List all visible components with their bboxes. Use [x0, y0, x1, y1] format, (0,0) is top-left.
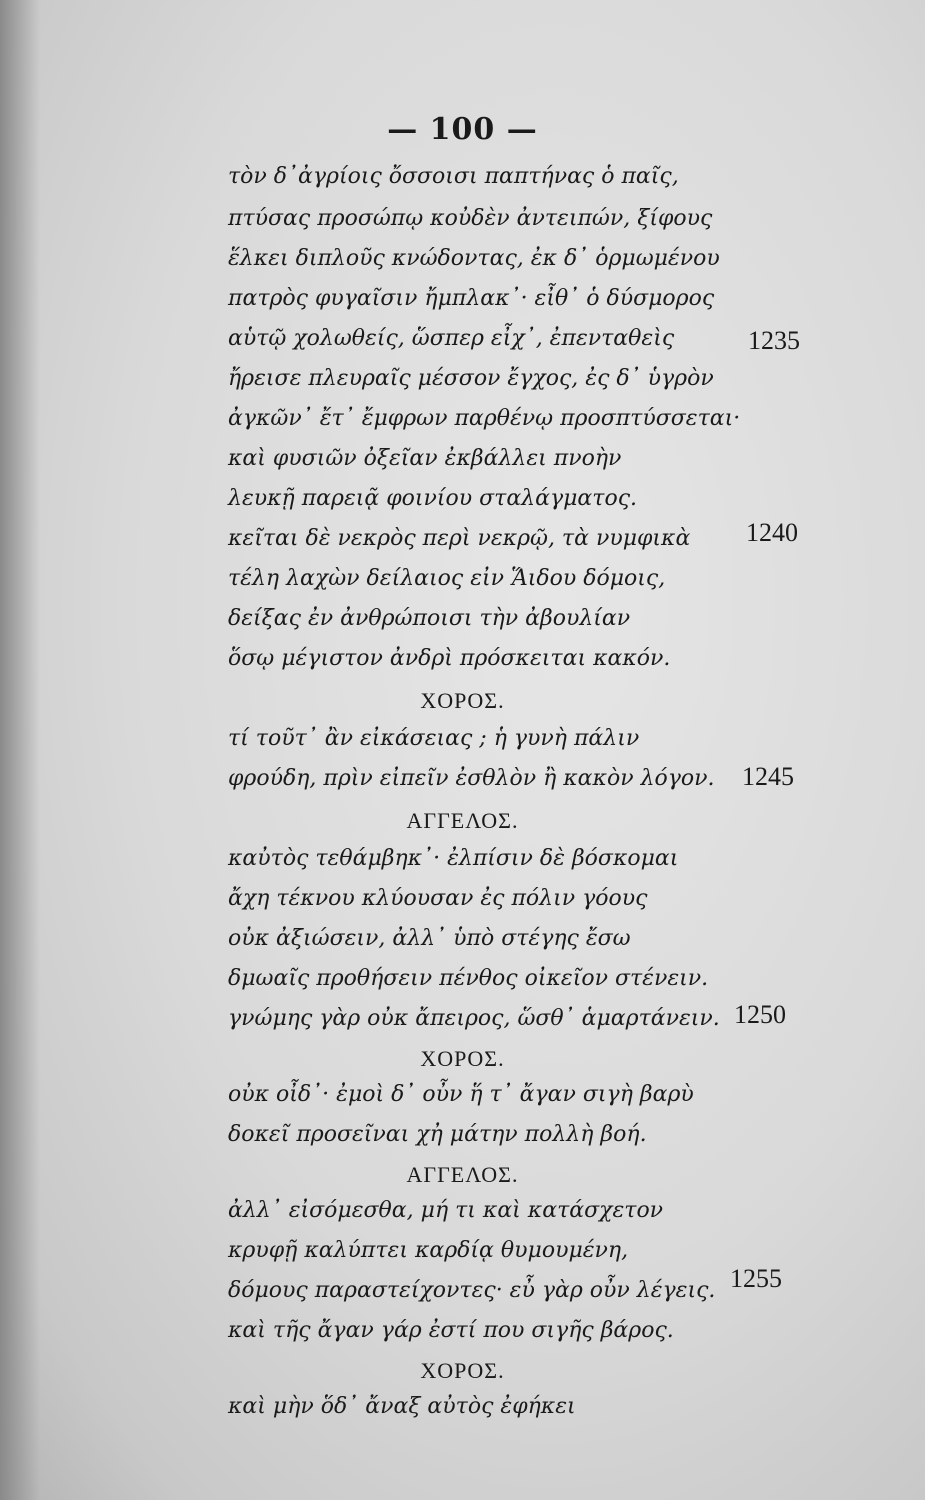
line-number: 1240: [746, 518, 798, 547]
speaker-label: ΑΓΓΕΛΟΣ.: [406, 1162, 519, 1187]
verse-line: τὸν δ᾽ἀγρίοις ὄσσοισι παπτήνας ὁ παῖς,: [228, 164, 679, 189]
speaker-label: ΑΓΓΕΛΟΣ.: [406, 808, 519, 833]
verse-line: ἕλκει διπλοῦς κνώδοντας, ἐκ δ᾽ ὁρμωμένου: [228, 246, 720, 271]
line-number: 1235: [748, 326, 800, 355]
verse-line: πατρὸς φυγαῖσιν ἤμπλακ᾽· εἶθ᾽ ὁ δύσμορος: [228, 286, 715, 311]
verse-line: γνώμης γὰρ οὐκ ἄπειρος, ὥσθ᾽ ἁμαρτάνειν.: [228, 1006, 720, 1031]
page-number: — 100 —: [387, 112, 538, 147]
verse-line: ἄχη τέκνου κλύουσαν ἐς πόλιν γόους: [228, 886, 648, 911]
verse-line: ἀγκῶν᾽ ἔτ᾽ ἔμφρων παρθένῳ προσπτύσσεται·: [228, 406, 741, 431]
verse-line: αὑτῷ χολωθείς, ὥσπερ εἶχ᾽, ἐπενταθεὶς: [228, 326, 675, 351]
verse-line: τί τοῦτ᾽ ἂν εἰκάσειας ; ἡ γυνὴ πάλιν: [228, 726, 640, 751]
verse-line: καὶ τῆς ἄγαν γάρ ἐστί που σιγῆς βάρος.: [228, 1318, 674, 1343]
verse-line: φρούδη, πρὶν εἰπεῖν ἐσθλὸν ἢ κακὸν λόγον.: [228, 766, 715, 791]
verse-line: δείξας ἐν ἀνθρώποισι τὴν ἀβουλίαν: [228, 606, 631, 631]
verse-line: δμωαῖς προθήσειν πένθος οἰκεῖον στένειν.: [228, 966, 709, 991]
verse-line: τέλη λαχὼν δείλαιος εἰν Ἅιδου δόμοις,: [228, 566, 666, 591]
speaker-label: ΧΟΡΟΣ.: [420, 1046, 505, 1071]
line-number: 1250: [734, 1000, 786, 1029]
verse-line: δοκεῖ προσεῖναι χἠ μάτην πολλὴ βοή.: [228, 1122, 647, 1147]
verse-line: ἀλλ᾽ εἰσόμεσθα, μή τι καὶ κατάσχετον: [228, 1198, 664, 1223]
verse-line: ἤρεισε πλευραῖς μέσσον ἔγχος, ἐς δ᾽ ὑγρὸν: [228, 366, 714, 391]
verse-line: κρυφῇ καλύπτει καρδίᾳ θυμουμένη,: [228, 1238, 629, 1263]
verse-line: πτύσας προσώπῳ κοὐδὲν ἀντειπών, ξίφους: [228, 206, 713, 231]
verse-line: ὅσῳ μέγιστον ἀνδρὶ πρόσκειται κακόν.: [228, 646, 671, 671]
verse-line: κεῖται δὲ νεκρὸς περὶ νεκρῷ, τὰ νυμφικὰ: [228, 526, 691, 551]
speaker-label: ΧΟΡΟΣ.: [420, 1358, 505, 1383]
verse-line: καὶ φυσιῶν ὀξεῖαν ἐκβάλλει πνοὴν: [228, 446, 622, 471]
verse-line: οὐκ οἶδ᾽· ἐμοὶ δ᾽ οὖν ἥ τ᾽ ἄγαν σιγὴ βαρὺ: [228, 1082, 694, 1107]
verse-line: λευκῇ παρειᾷ φοινίου σταλάγματος.: [228, 486, 638, 511]
page-edge-shadow: [0, 0, 40, 1500]
line-number: 1245: [742, 762, 794, 791]
verse-line: καὶ μὴν ὅδ᾽ ἄναξ αὐτὸς ἐφήκει: [228, 1394, 576, 1419]
verse-line: καὐτὸς τεθάμβηκ᾽· ἐλπίσιν δὲ βόσκομαι: [228, 846, 679, 871]
verse-line: δόμους παραστείχοντες· εὖ γὰρ οὖν λέγεις.: [228, 1278, 716, 1303]
line-number: 1255: [730, 1264, 782, 1293]
speaker-label: ΧΟΡΟΣ.: [420, 688, 505, 713]
verse-line: οὐκ ἀξιώσειν, ἀλλ᾽ ὑπὸ στέγης ἔσω: [228, 926, 631, 951]
